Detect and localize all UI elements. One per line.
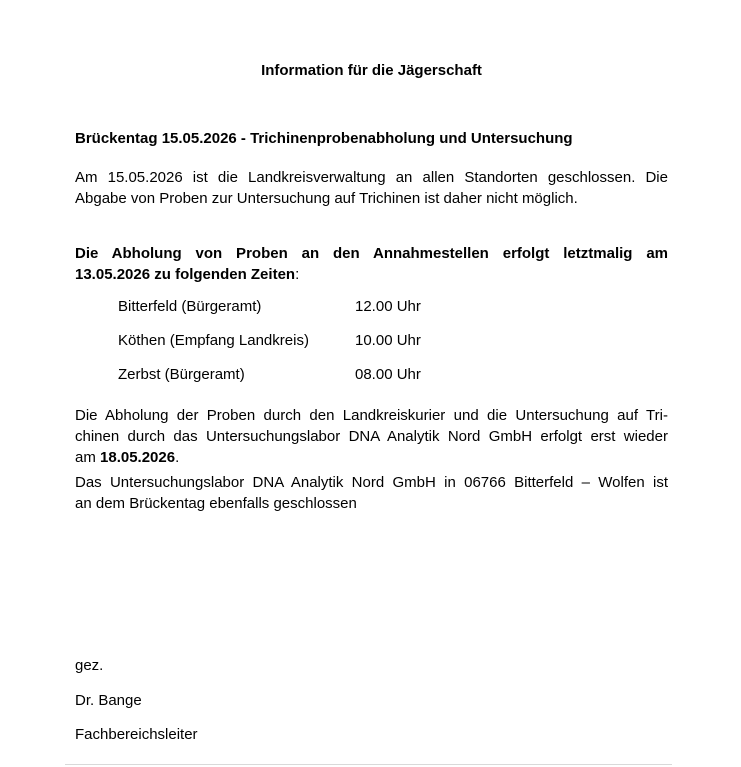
schedule-location: Zerbst (Bürgeramt) — [118, 366, 245, 383]
signature-role: Fachbereichsleiter — [75, 726, 198, 743]
paragraph-line: Die Abholung von Proben an den Annahmestellen erfolgt letztmalig am — [75, 245, 668, 262]
paragraph-line — [75, 447, 668, 468]
paragraph-pickup-notice — [75, 243, 668, 285]
schedule-location: Köthen (Empfang Landkreis) — [118, 332, 309, 349]
footer-divider — [65, 764, 672, 765]
schedule-time: 10.00 Uhr — [355, 332, 421, 349]
paragraph-line — [75, 264, 668, 285]
resume-suffix: . — [175, 449, 180, 466]
schedule-row — [75, 332, 668, 352]
paragraph-line: Am 15.05.2026 ist die Landkreisverwaltung an allen Standorten geschlossen. Die — [75, 169, 668, 186]
signature-gez: gez. — [75, 657, 104, 674]
paragraph-resume-notice — [75, 405, 668, 468]
document-title: Information für die Jägerschaft — [261, 62, 482, 79]
schedule-row — [75, 298, 668, 318]
schedule-time: 08.00 Uhr — [355, 366, 421, 383]
schedule-time: 12.00 Uhr — [355, 298, 421, 315]
section-heading: Brückentag 15.05.2026 - Trichinenprobenabholung und Untersuchung — [75, 130, 573, 147]
pickup-colon: : — [295, 266, 300, 283]
pickup-date-bold: 13.05.2026 zu folgenden Zeiten — [75, 266, 296, 283]
paragraph-line: Das Untersuchungslabor DNA Analytik Nord GmbH in 06766 Bitterfeld – Wolfen ist — [75, 474, 668, 491]
schedule-row — [75, 366, 668, 386]
schedule-location: Bitterfeld (Bürgeramt) — [118, 298, 262, 315]
paragraph-line: Abgabe von Proben zur Untersuchung auf Trichinen ist daher nicht möglich. — [75, 190, 578, 207]
resume-date-bold: 18.05.2026 — [100, 449, 176, 466]
paragraph-line: an dem Brückentag ebenfalls geschlossen — [75, 495, 357, 512]
signature-name: Dr. Bange — [75, 692, 142, 709]
resume-prefix: am — [75, 449, 101, 466]
paragraph-line: Die Abholung der Proben durch den Landkreiskurier und die Untersuchung auf Tri- — [75, 407, 668, 424]
paragraph-closed-notice — [75, 167, 668, 209]
paragraph-line: chinen durch das Untersuchungslabor DNA Analytik Nord GmbH erfolgt erst wieder — [75, 428, 668, 445]
paragraph-lab-notice — [75, 472, 668, 514]
